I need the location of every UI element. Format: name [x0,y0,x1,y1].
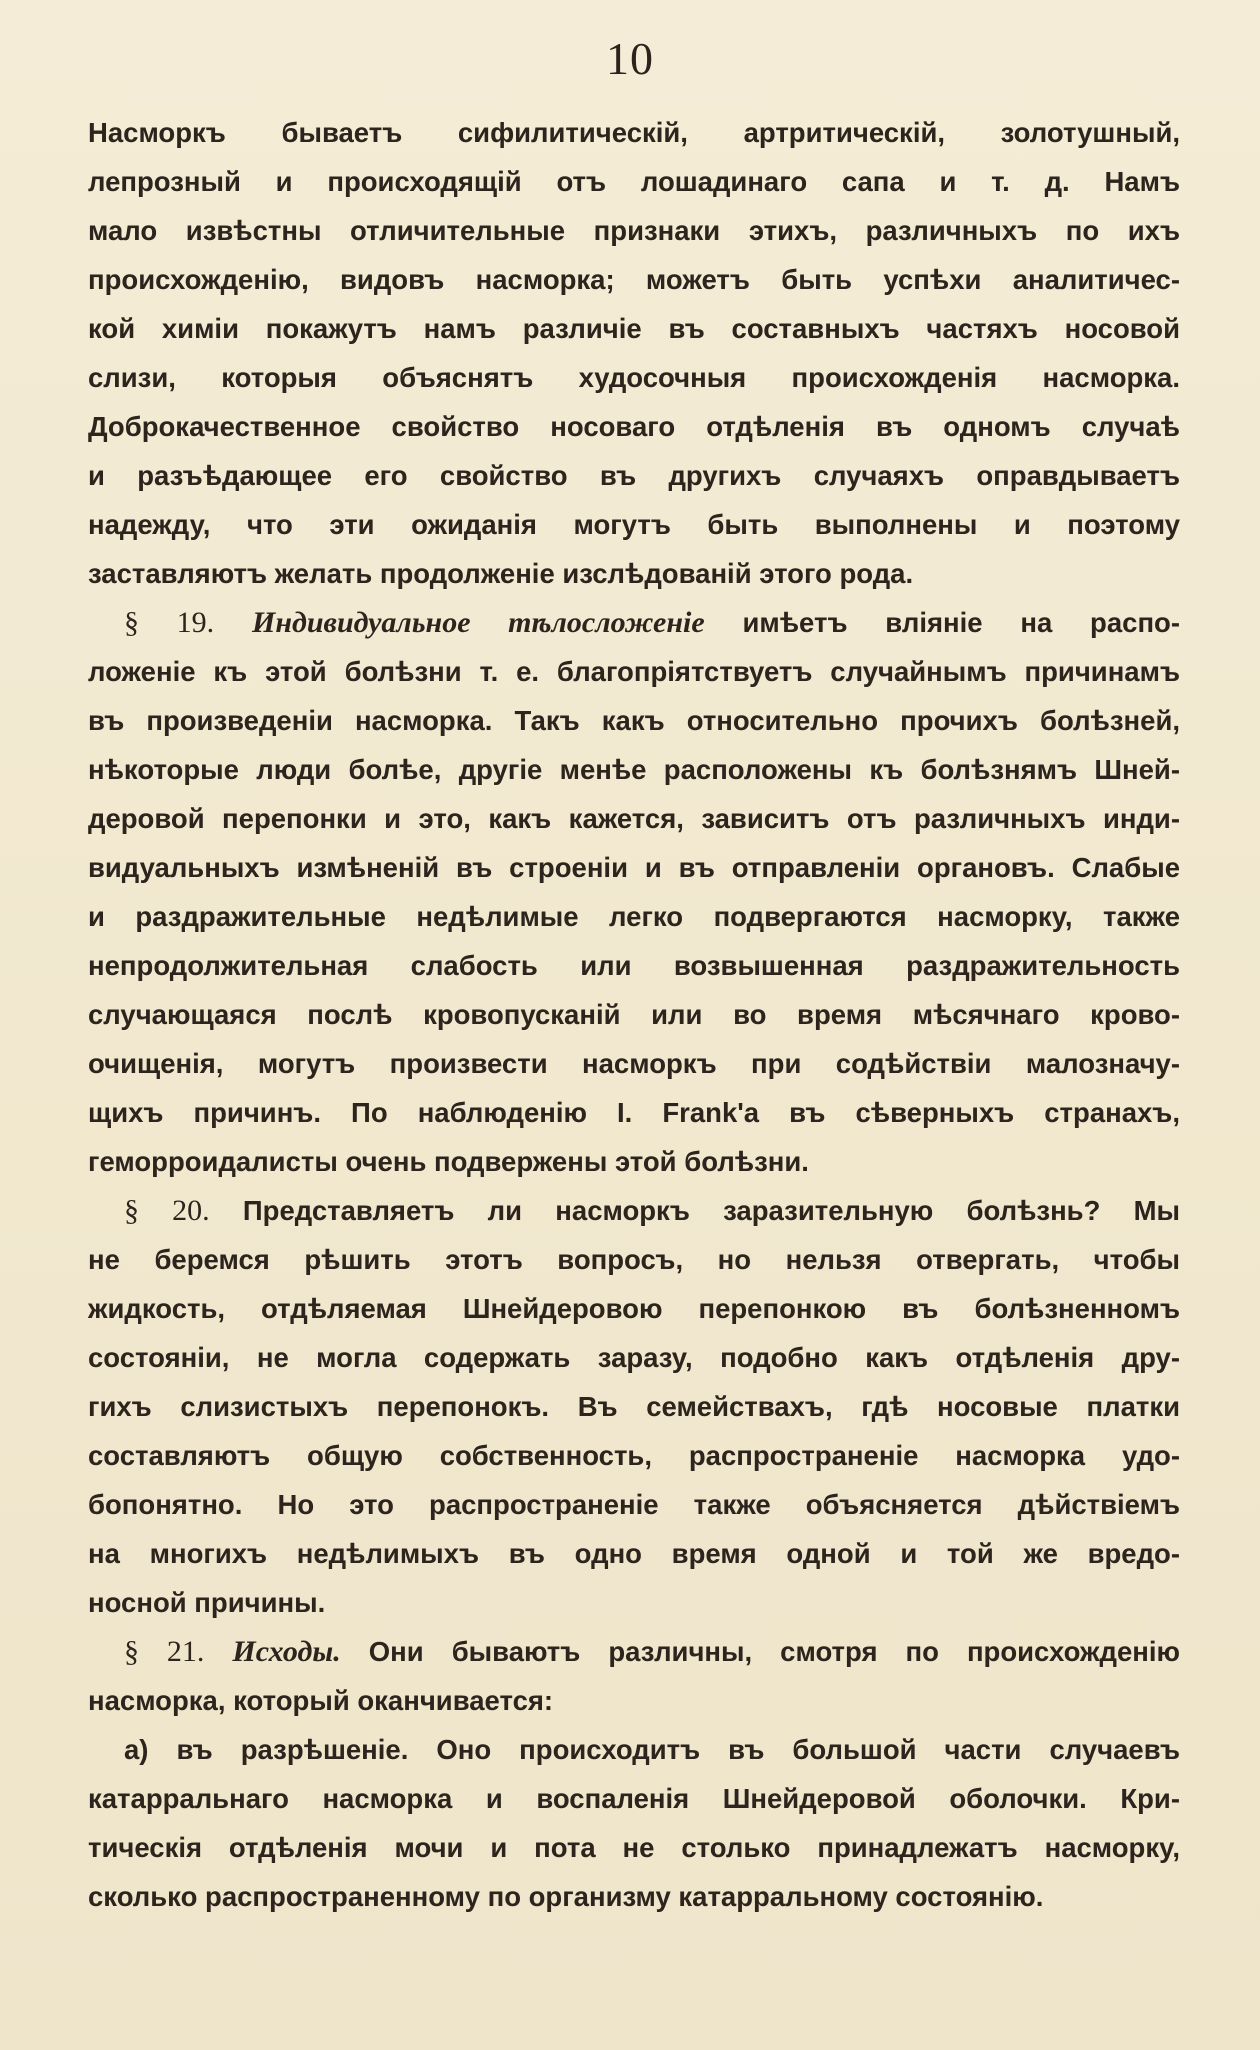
text-line: геморроидалисты очень подвержены этой болѣзни. [88,1146,809,1177]
section-20-first-rest: Представляетъ ли насморкъ заразительную болѣзнь? Мы [242,1195,1180,1226]
text-line: тическія отдѣленія мочи и пота не столько принадлежатъ насморку, [88,1832,1180,1863]
section-21-first-rest: Они бываютъ различны, смотря по происхожденію [368,1636,1180,1667]
section-19-number: § 19. [124,606,215,639]
section-21 [88,1627,1180,1725]
section-21-term: Исходы. [232,1635,341,1668]
text-line: щихъ причинъ. По наблюденію I. Frank'а въ сѣверныхъ странахъ, [88,1097,1180,1128]
text-line: нѣкоторые люди болѣе, другіе менѣе расположены къ болѣзнямъ Шней- [88,754,1180,785]
text-line: деровой перепонки и это, какъ кажется, зависитъ отъ различныхъ инди- [88,803,1180,834]
item-a [88,1725,1180,1921]
section-21-first-line [88,1627,1180,1676]
section-21-number: § 21. [124,1635,205,1668]
text-line: бопонятно. Но это распространеніе также объясняется дѣйствіемъ [88,1489,1180,1520]
text-line: и разъѣдающее его свойство въ другихъ случаяхъ оправдываетъ [88,460,1180,491]
section-19-first-line [88,598,1180,647]
text-line: Насморкъ бываетъ сифилитическій, артритическій, золотушный, [88,117,1180,148]
text-line: видуальныхъ измѣненій въ строеніи и въ отправленіи органовъ. Слабые [88,852,1180,883]
section-20 [88,1186,1180,1627]
section-20-number: § 20. [124,1194,210,1227]
text-line: заставляютъ желать продолженіе изслѣдованій этого рода. [88,558,914,589]
text-line: кой химіи покажутъ намъ различіе въ составныхъ частяхъ носовой [88,313,1180,344]
text-line: на многихъ недѣлимыхъ въ одно время одной и той же вредо- [88,1538,1180,1569]
text-line: ложеніе къ этой болѣзни т. е. благопріятствуетъ случайнымъ причинамъ [88,656,1180,687]
text-line: и раздражительные недѣлимые легко подвергаются насморку, также [88,901,1180,932]
text-line: въ произведеніи насморка. Такъ какъ относительно прочихъ болѣзней, [88,705,1180,736]
section-19 [88,598,1180,1186]
text-line: непродолжительная слабость или возвышенная раздражительность [88,950,1180,981]
text-line: жидкость, отдѣляемая Шнейдеровою перепонкою въ болѣзненномъ [88,1293,1180,1324]
section-20-first-line [88,1186,1180,1235]
text-line: носной причины. [88,1587,326,1618]
text-line: сколько распространенному по организму катарральному состоянію. [88,1881,1044,1912]
text-line: насморка, который оканчивается: [88,1685,554,1716]
text-line: не беремся рѣшить этотъ вопросъ, но нельзя отвергать, чтобы [88,1244,1180,1275]
text-line: составляютъ общую собственность, распространеніе насморка удо- [88,1440,1180,1471]
text-line: очищенія, могутъ произвести насморкъ при содѣйствіи малозначу- [88,1048,1180,1079]
text-line: надежду, что эти ожиданія могутъ быть выполнены и поэтому [88,509,1180,540]
text-line: состояніи, не могла содержать заразу, подобно какъ отдѣленія дру- [88,1342,1180,1373]
page-text [88,108,1180,1921]
text-line: лепрозный и происходящій отъ лошадинаго сапа и т. д. Намъ [88,166,1180,197]
section-19-first-rest: имѣетъ вліяніе на распо- [742,607,1180,638]
section-19-term: Индивидуальное тѣлосложеніе [251,606,705,639]
text-line: происхожденію, видовъ насморка; можетъ быть успѣхи аналитичес- [88,264,1180,295]
text-line: гихъ слизистыхъ перепонокъ. Въ семействахъ, гдѣ носовые платки [88,1391,1180,1422]
page-number: 10 [606,33,654,84]
text-line: слизи, которыя объяснятъ худосочныя происхожденія насморка. [88,362,1180,393]
text-line: мало извѣстны отличительные признаки этихъ, различныхъ по ихъ [88,215,1180,246]
text-line: случающаяся послѣ кровопусканій или во время мѣсячнаго крово- [88,999,1180,1030]
item-a-first-line: а) въ разрѣшеніе. Оно происходитъ въ большой части случаевъ [124,1734,1180,1765]
text-line: катарральнаго насморка и воспаленія Шнейдеровой оболочки. Кри- [88,1783,1180,1814]
text-line: Доброкачественное свойство носоваго отдѣленія въ одномъ случаѣ [88,411,1180,442]
continuation-paragraph [88,108,1180,598]
